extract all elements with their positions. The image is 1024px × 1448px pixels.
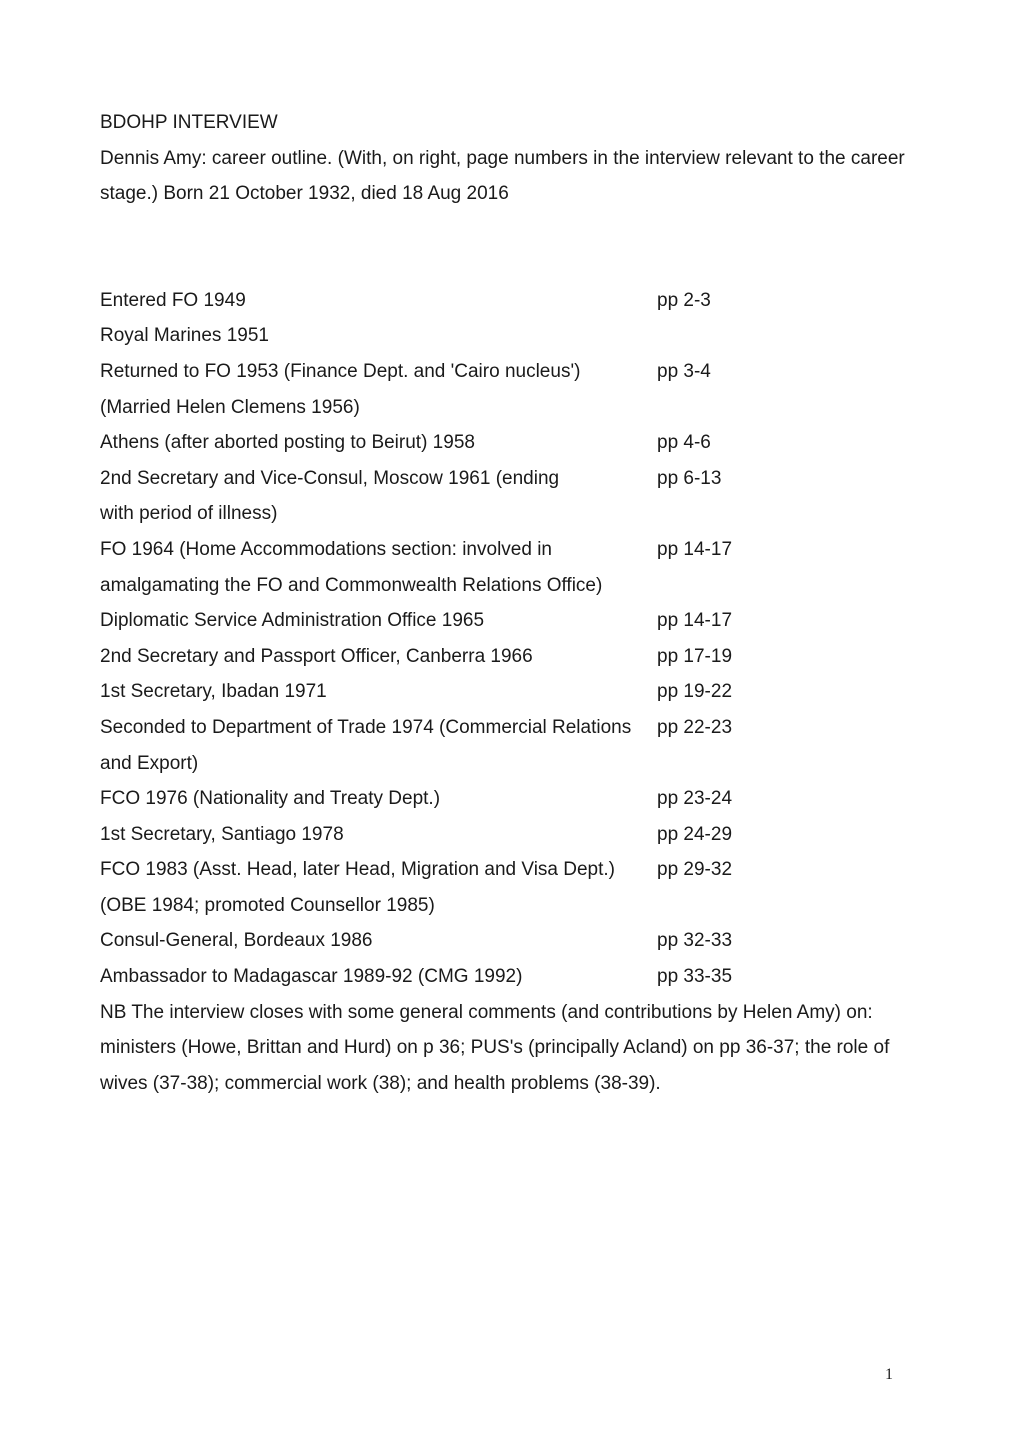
career-pages <box>657 568 920 604</box>
career-row <box>100 603 920 639</box>
career-row <box>100 852 920 888</box>
career-pages: pp 6-13 <box>657 467 722 489</box>
career-stage: Ambassador to Madagascar 1989-92 (CMG 1992) <box>100 966 523 988</box>
career-pages: pp 33-35 <box>657 966 733 988</box>
career-stage: amalgamating the FO and Commonwealth Relations Office) <box>100 574 603 596</box>
career-pages: pp 2-3 <box>657 289 711 311</box>
document-header <box>100 105 920 212</box>
note-line: ministers (Howe, Brittan and Hurd) on p 36; PUS's (principally Acland) on pp 36-37; the role of <box>100 1037 890 1059</box>
career-row <box>100 318 920 354</box>
note-line: NB The interview closes with some general comments (and contributions by Helen Amy) on: <box>100 1001 873 1023</box>
career-pages <box>657 496 920 532</box>
career-pages: pp 14-17 <box>657 538 733 560</box>
closing-note <box>100 995 920 1102</box>
career-row <box>100 532 920 568</box>
career-row <box>100 496 920 532</box>
intro-line: stage.) Born 21 October 1932, died 18 Aug 2016 <box>100 183 509 205</box>
career-pages: pp 32-33 <box>657 930 733 952</box>
career-stage: (Married Helen Clemens 1956) <box>100 396 360 418</box>
career-row <box>100 888 920 924</box>
career-stage: with period of illness) <box>100 503 278 525</box>
career-stage: 2nd Secretary and Vice-Consul, Moscow 1961 (ending <box>100 467 560 489</box>
career-pages: pp 3-4 <box>657 360 711 382</box>
career-stage: FO 1964 (Home Accommodations section: involved in <box>100 538 552 560</box>
career-stage: Diplomatic Service Administration Office 1965 <box>100 610 485 632</box>
career-pages: pp 22-23 <box>657 716 733 738</box>
career-pages <box>657 318 920 354</box>
career-pages <box>657 888 920 924</box>
career-pages: pp 14-17 <box>657 610 733 632</box>
career-stage: (OBE 1984; promoted Counsellor 1985) <box>100 894 435 916</box>
career-pages: pp 19-22 <box>657 681 733 703</box>
career-stage: Entered FO 1949 <box>100 289 246 311</box>
career-stage: FCO 1976 (Nationality and Treaty Dept.) <box>100 788 441 810</box>
career-row <box>100 781 920 817</box>
career-row <box>100 817 920 853</box>
spacer <box>100 212 920 283</box>
document-page <box>100 105 920 1101</box>
career-row <box>100 674 920 710</box>
career-row <box>100 746 920 782</box>
document-title: BDOHP INTERVIEW <box>100 112 278 133</box>
note-line: wives (37-38); commercial work (38); and health problems (38-39). <box>100 1072 661 1094</box>
career-row <box>100 639 920 675</box>
intro-line: Dennis Amy: career outline. (With, on right, page numbers in the interview relevant to the career <box>100 147 905 169</box>
career-stage: Seconded to Department of Trade 1974 (Commercial Relations <box>100 716 632 738</box>
career-pages: pp 4-6 <box>657 432 711 454</box>
career-row <box>100 354 920 390</box>
career-row <box>100 568 920 604</box>
career-row <box>100 283 920 319</box>
career-row <box>100 710 920 746</box>
career-pages: pp 29-32 <box>657 859 733 881</box>
career-pages <box>657 390 920 426</box>
career-pages <box>657 746 920 782</box>
career-stage: Consul-General, Bordeaux 1986 <box>100 930 373 952</box>
career-row <box>100 461 920 497</box>
career-row <box>100 959 920 995</box>
career-stage: 2nd Secretary and Passport Officer, Canberra 1966 <box>100 645 533 667</box>
career-stage: Royal Marines 1951 <box>100 325 269 347</box>
career-stage: and Export) <box>100 752 199 774</box>
career-row <box>100 425 920 461</box>
career-stage: FCO 1983 (Asst. Head, later Head, Migration and Visa Dept.) <box>100 859 616 881</box>
career-row <box>100 390 920 426</box>
career-pages: pp 23-24 <box>657 788 733 810</box>
career-stage: Athens (after aborted posting to Beirut) 1958 <box>100 432 475 454</box>
page-number: 1 <box>885 1366 893 1383</box>
career-pages: pp 17-19 <box>657 645 733 667</box>
career-outline-list <box>100 283 920 995</box>
career-row <box>100 923 920 959</box>
career-stage: 1st Secretary, Santiago 1978 <box>100 823 344 845</box>
career-stage: 1st Secretary, Ibadan 1971 <box>100 681 327 703</box>
career-pages: pp 24-29 <box>657 823 733 845</box>
career-stage: Returned to FO 1953 (Finance Dept. and 'Cairo nucleus') <box>100 360 581 382</box>
